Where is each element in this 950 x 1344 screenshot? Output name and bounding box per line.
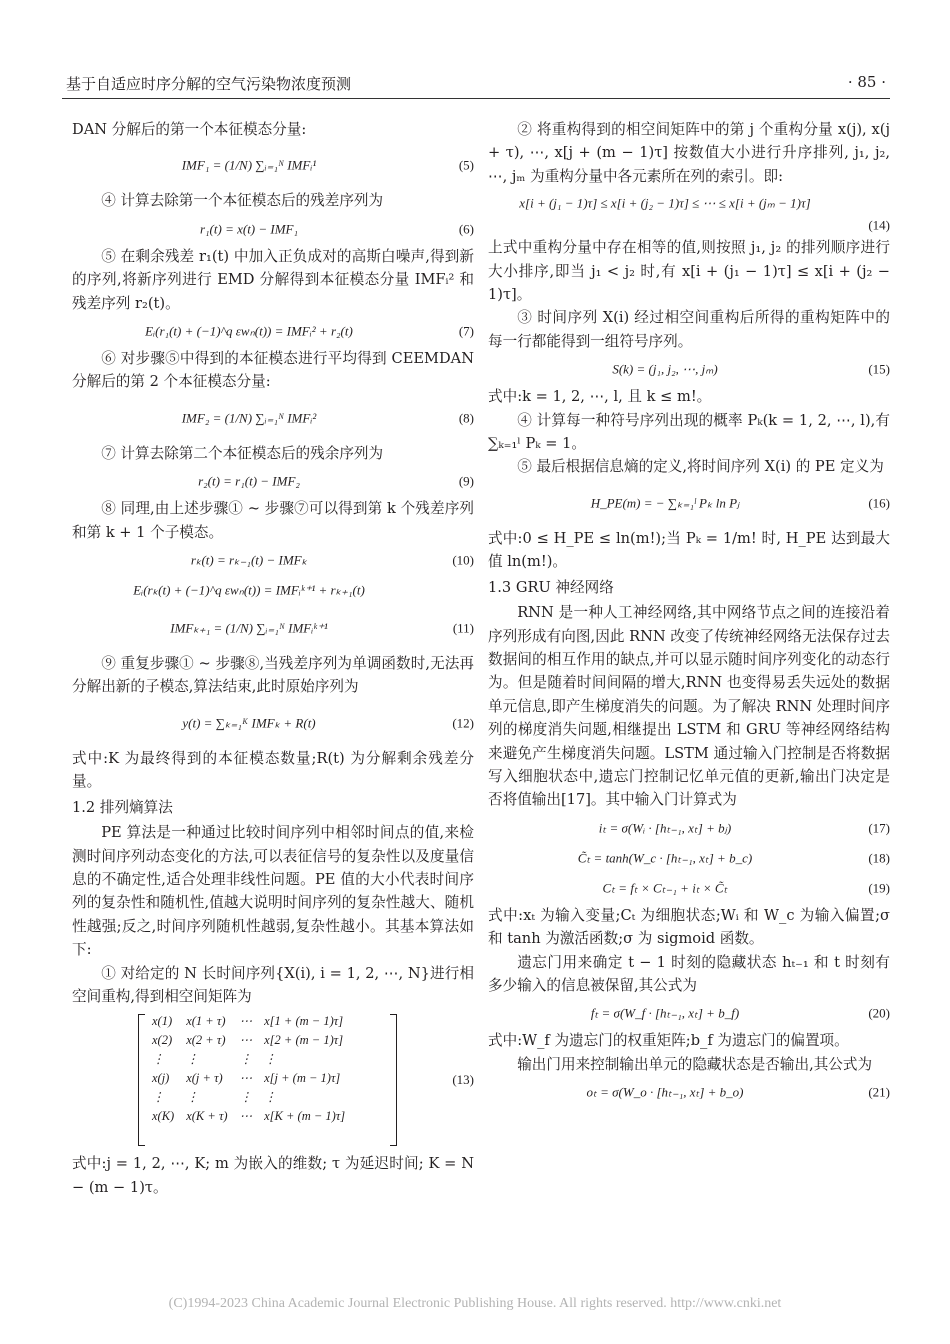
equation-5: IMF₁ = (1/N) ∑ᵢ₌₁ᴺ IMFᵢ¹ (5) xyxy=(181,157,474,173)
equation-9: r₂(t) = r₁(t) − IMF₂ (9) xyxy=(198,473,474,489)
paragraph: ④ 计算去除第一个本征模态后的残差序列为 xyxy=(101,192,384,210)
paragraph: DAN 分解后的第一个本征模态分量: xyxy=(72,121,307,138)
equation-17: iₜ = σ(Wᵢ · [hₜ₋₁, xₜ] + bⱼ) (17) xyxy=(598,820,890,836)
section-heading-1-3: 1.3 GRU 神经网络 xyxy=(488,578,614,596)
equation-12: y(t) = ∑ₖ₌₁ᴷ IMFₖ + R(t) (12) xyxy=(182,715,474,731)
matrix-table xyxy=(146,1012,351,1126)
section-heading-1-2: 1.2 排列熵算法 xyxy=(72,798,173,816)
paragraph: ② 将重构得到的相空间矩阵中的第 j 个重构分量 x(j), x(j + τ), ⋯, x[j + (m − 1)τ] 按数值大小进行升序排列, j₁, j₂, ⋯, jₘ 为重构分量中各元素所在列的索引。即: xyxy=(488,121,890,185)
paragraph: 式中:j = 1, 2, ⋯, K; m 为嵌入的维数; τ 为延迟时间; K = N − (m − 1)τ。 xyxy=(72,1155,474,1196)
equation-8: IMF₂ = (1/N) ∑ᵢ₌₁ᴺ IMFᵢ² (8) xyxy=(181,410,474,426)
paragraph: ⑤ 最后根据信息熵的定义,将时间序列 X(i) 的 PE 定义为 xyxy=(517,458,884,476)
equation-7: Eᵢ(r₁(t) + (−1)^q εwₙ(t)) = IMFᵢ² + r₂(t) (7) xyxy=(145,323,474,339)
matrix-row: x(K) x(K + τ) ⋯ x[K + (m − 1)τ] xyxy=(152,1109,346,1124)
equation-21: oₜ = σ(W_o · [hₜ₋₁, xₜ] + b_o) (21) xyxy=(586,1084,890,1100)
equation-19: Cₜ = fₜ × Cₜ₋₁ + iₜ × C̃ₜ (19) xyxy=(602,880,890,896)
paragraph: 输出门用来控制输出单元的隐藏状态是否输出,其公式为 xyxy=(517,1055,873,1073)
matrix-row: x(2) x(2 + τ) ⋯ x[2 + (m − 1)τ] xyxy=(152,1033,344,1048)
equation-16: H_PE(m) = − ∑ₖ₌₁ˡ Pₖ ln Pⱼ (16) xyxy=(590,495,890,511)
equation-10b: Eᵢ(rₖ(t) + (−1)^q εwₙ(t)) = IMFᵢᵏ⁺¹ + rₖ₊₁(t) xyxy=(133,582,365,598)
matrix-row: x(j) x(j + τ) ⋯ x[j + (m − 1)τ] xyxy=(152,1071,341,1086)
equation-18: C̃ₜ = tanh(W_c · [hₜ₋₁, xₜ] + b_c) (18) xyxy=(577,850,890,866)
paragraph: ⑤ 在剩余残差 r₁(t) 中加入正负成对的高斯白噪声,得到新的序列,将新序列进行 EMD 分解得到本征模态分量 IMFᵢ² 和残差序列 r₂(t)。 xyxy=(72,247,474,312)
equation-15: S(k) = (j₁, j₂, ⋯, jₘ) (15) xyxy=(612,361,890,377)
paragraph: 式中:k = 1, 2, ⋯, l, 且 k ≤ m!。 xyxy=(488,388,712,406)
paragraph: ⑥ 对步骤⑤中得到的本征模态进行平均得到 CEEMDAN 分解后的第 2 个本征模态分量: xyxy=(72,350,474,391)
paragraph: ① 对给定的 N 长时间序列{X(i), i = 1, 2, ⋯, N}进行相空间重构,得到相空间矩阵为 xyxy=(72,964,474,1005)
equation-10: rₖ(t) = rₖ₋₁(t) − IMFₖ (10) xyxy=(190,552,474,568)
matrix-left-bracket xyxy=(138,1014,145,1146)
copyright-footer: (C)1994-2023 China Academic Journal Electronic Publishing House. All rights reserved. http://www.cnki.net xyxy=(168,1296,782,1311)
paragraph: ③ 时间序列 X(i) 经过相空间重构后所得的重构矩阵中的每一行都能得到一组符号序列。 xyxy=(488,309,890,350)
paragraph: 上式中重构分量中存在相等的值,则按照 j₁, j₂ 的排列顺序进行大小排序,即当 j₁ < j₂ 时,有 x[i + (j₁ − 1)τ] ≤ x[i + (j₂ − 1)τ]。 xyxy=(488,239,890,304)
page-number: · 85 · xyxy=(847,73,886,91)
paragraph: 式中:K 为最终得到的本征模态数量;R(t) 为分解剩余残差分量。 xyxy=(72,749,474,791)
running-header xyxy=(62,70,890,99)
equation-11: IMFₖ₊₁ = (1/N) ∑ᵢ₌₁ᴺ IMFᵢᵏ⁺¹ (11) xyxy=(170,620,474,636)
paragraph: RNN 是一种人工神经网络,其中网络节点之间的连接沿着序列形成有向图,因此 RNN 改变了传统神经网络无法保存过去数据间的相互作用的缺点,并可以显示随时间序列变化的动态行为。但是随着时间间隔的增大,RNN 也变得易丢失远处的数据单元信息,即产生梯度消失的问题。为了解决 RNN 处理时间序列的梯度消失问题,相继提出 LSTM 和 GRU 等神经网络结构来避免产生梯度消失问题。LSTM 通过输入门控制是否将数据写入细胞状态中,遗忘门控制记忆单元值的更新,输出门决定是否将值输出[17]。其中输入门计算式为 xyxy=(488,604,890,809)
equation-number: (13) xyxy=(452,1072,474,1088)
matrix-row: ⋮ ⋮ ⋮ ⋮ xyxy=(152,1090,277,1105)
equation-13-matrix xyxy=(72,1012,474,1148)
matrix-row: x(1) x(1 + τ) ⋯ x[1 + (m − 1)τ] xyxy=(152,1014,344,1029)
matrix-row: ⋮ ⋮ ⋮ ⋮ xyxy=(152,1052,277,1067)
paragraph: 式中:0 ≤ H_PE ≤ ln(m!);当 Pₖ = 1/m! 时, H_PE 达到最大值 ln(m!)。 xyxy=(488,529,890,571)
paragraph: 遗忘门用来确定 t − 1 时刻的隐藏状态 hₜ₋₁ 和 t 时刻有多少输入的信息被保留,其公式为 xyxy=(488,953,890,994)
paragraph: ⑧ 同理,由上述步骤① ~ 步骤⑦可以得到第 k 个残差序列和第 k + 1 个子模态。 xyxy=(72,500,474,541)
paragraph: ④ 计算每一种符号序列出现的概率 Pₖ(k = 1, 2, ⋯, l),有 ∑ₖ₌₁ˡ Pₖ = 1。 xyxy=(488,411,890,453)
paragraph: ⑨ 重复步骤① ~ 步骤⑧,当残差序列为单调函数时,无法再分解出新的子模态,算法结束,此时原始序列为 xyxy=(72,655,474,696)
equation-6: r₁(t) = x(t) − IMF₁ (6) xyxy=(199,221,474,237)
equation-14: x[i + (j₁ − 1)τ] ≤ x[i + (j₂ − 1)τ] ≤ ⋯ ≤ x[i + (jₘ − 1)τ] (14) xyxy=(519,195,890,233)
paragraph: PE 算法是一种通过比较时间序列中相邻时间点的值,来检测时间序列动态变化的方法,可以表征信号的复杂性以及度量信息的不确定性,适合处理非线性问题。PE 值的大小代表时间序列的复杂性和随机性,值越大说明时间序列的复杂性越大、随机性越强;反之,时间序列随机性越弱,复杂性越小。其基本算法如下: xyxy=(72,824,474,959)
right-column xyxy=(488,118,890,1108)
equation-20: fₜ = σ(W_f · [hₜ₋₁, xₜ] + b_f) (20) xyxy=(590,1005,890,1021)
paragraph: 式中:W_f 为遗忘门的权重矩阵;b_f 为遗忘门的偏置项。 xyxy=(488,1032,849,1050)
journal-article-title: 基于自适应时序分解的空气污染物浓度预测 xyxy=(66,75,352,93)
paragraph: 式中:xₜ 为输入变量;Cₜ 为细胞状态;Wᵢ 和 W_c 为输入偏置;σ 和 tanh 为激活函数;σ 为 sigmoid 函数。 xyxy=(488,906,890,948)
matrix-right-bracket xyxy=(390,1014,397,1146)
left-column xyxy=(72,118,474,1199)
paragraph: ⑦ 计算去除第二个本征模态后的残余序列为 xyxy=(101,444,384,462)
